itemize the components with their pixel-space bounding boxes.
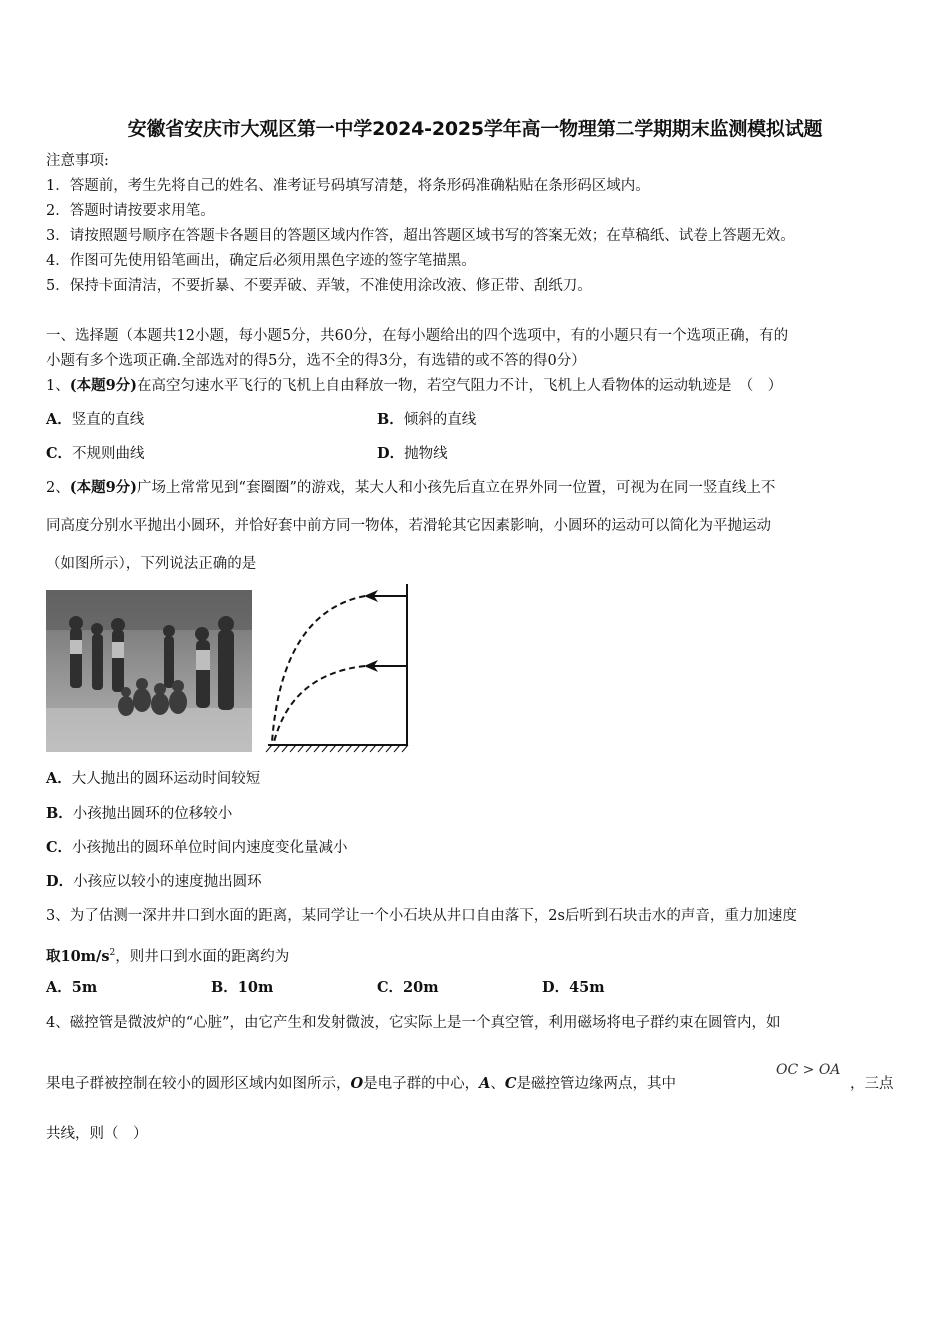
- question-4-stem-line2-tail: ，三点: [850, 1076, 894, 1092]
- question-1-stem: [46, 376, 782, 396]
- q2-option-d: D．小孩应以较小的速度抛出圆环: [46, 873, 262, 890]
- question-4-stem-line1: 4、磁控管是微波炉的“心脏”，由它产生和发射微波，它实际上是一个真空管，利用磁场将电子群约束在圆管内，如: [46, 1015, 781, 1031]
- notice-item: 1．答题前，考生先将自己的姓名、准考证号码填写清楚，将条形码准确粘贴在条形码区域内。: [46, 178, 650, 194]
- q1-option-b: B．倾斜的直线: [377, 411, 477, 428]
- section-heading-line1: 一、选择题（本题共12小题，每小题5分，共60分，在每小题给出的四个选项中，有的小题只有一个选项正确，有的: [46, 328, 789, 344]
- trajectory-diagram: [262, 582, 418, 754]
- ring-toss-photo: [46, 590, 252, 752]
- question-score: (本题9分): [69, 377, 138, 394]
- q1-option-a: A．竖直的直线: [46, 411, 145, 428]
- trajectory-lower: [274, 666, 365, 742]
- q3-option-a: A．5m: [46, 979, 98, 996]
- q1-option-d: D．抛物线: [377, 445, 448, 462]
- notice-heading: 注意事项:: [46, 153, 109, 169]
- question-4-stem-line3: 共线，则（ ）: [46, 1126, 148, 1142]
- question-3-stem-line2: 取$10m/s^2$，则井口到水面的距离约为: [46, 947, 290, 965]
- q3-option-b: B．10m: [211, 979, 274, 996]
- math-formula: OC > OA: [776, 1062, 841, 1078]
- question-number: 2、: [46, 480, 70, 496]
- ring-toss-photo-drawing: [46, 590, 252, 752]
- section-heading-line2: 小题有多个选项正确.全部选对的得5分，选不全的得3分，有选错的或不答的得0分）: [46, 353, 586, 369]
- page-title: 安徽省安庆市大观区第一中学2024-2025学年高一物理第二学期期末监测模拟试题: [127, 118, 823, 140]
- notice-item: 2．答题时请按要求用笔。: [46, 203, 215, 219]
- q1-option-c: C．不规则曲线: [46, 445, 145, 462]
- question-number: 1、: [46, 378, 70, 394]
- question-score: (本题9分): [69, 479, 138, 496]
- notice-item: 3．请按照题号顺序在答题卡各题目的答题区域内作答，超出答题区域书写的答案无效；在草稿纸、试卷上答题无效。: [46, 228, 795, 244]
- q2-option-c: C．小孩抛出的圆环单位时间内速度变化量减小: [46, 839, 348, 856]
- question-text: 在高空匀速水平飞行的飞机上自由释放一物，若空气阻力不计，飞机上人看物体的运动轨迹是 （ ）: [137, 378, 783, 394]
- question-2-stem-line2: 同高度分别水平抛出小圆环，并恰好套中前方同一物体，若滑轮其它因素影响，小圆环的运动可以简化为平抛运动: [46, 518, 771, 534]
- question-4-stem-line2: 果电子群被控制在较小的圆形区域内如图所示，O是电子群的中心，A、C是磁控管边缘两点，其中: [46, 1075, 676, 1092]
- q3-option-d: D．45m: [542, 979, 605, 996]
- question-2-stem-line3: （如图所示），下列说法正确的是: [46, 556, 257, 572]
- notice-item: 5．保持卡面清洁，不要折暴、不要弄破、弄皱，不准使用涂改液、修正带、刮纸刀。: [46, 278, 592, 294]
- notice-item: 4．作图可先使用铅笔画出，确定后必须用黑色字迹的签字笔描黑。: [46, 253, 476, 269]
- question-3-stem-line1: 3、为了估测一深井井口到水面的距离，某同学让一个小石块从井口自由落下，2s后听到石块击水的声音，重力加速度: [46, 908, 797, 924]
- q2-option-b: B．小孩抛出圆环的位移较小: [46, 805, 233, 822]
- question-2-stem-line1: 2、(本题9分)广场上常常见到“套圈圈”的游戏，某大人和小孩先后直立在界外同一位置，可视为在同一竖直线上不: [46, 479, 776, 496]
- q3-option-c: C．20m: [377, 979, 439, 996]
- q2-option-a: A．大人抛出的圆环运动时间较短: [46, 770, 261, 787]
- trajectory-diagram-drawing: [262, 582, 418, 754]
